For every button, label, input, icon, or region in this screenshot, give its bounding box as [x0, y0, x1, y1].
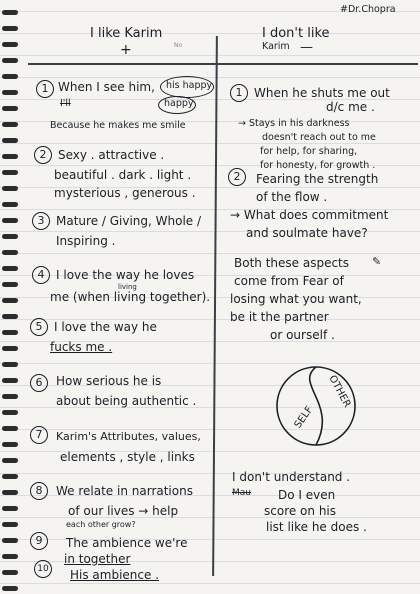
item-number: 4: [32, 266, 50, 284]
like-6-line-b: about being authentic .: [56, 394, 197, 408]
like-1-line-b: his happy: [166, 80, 213, 91]
like-2-line-b: beautiful . dark . light .: [54, 168, 192, 182]
note-line-c: losing what you want,: [230, 292, 362, 306]
note-line-e: or ourself .: [270, 328, 335, 342]
like-7-line-a: Karim's Attributes, values,: [56, 430, 201, 443]
like-8-line-a: We relate in narrations: [56, 484, 193, 498]
dislike-1-line-c: → Stays in his darkness: [238, 118, 350, 129]
column-divider: [212, 36, 217, 576]
end-line-d: list like he does .: [266, 520, 367, 534]
end-line-c: score on his: [264, 504, 337, 518]
dislike-1-line-f: for honesty, for growth .: [260, 160, 376, 171]
like-3-line-b: Inspiring .: [56, 234, 116, 248]
like-4-line-b: me (when living together).: [50, 290, 211, 304]
like-1-line-d: happy: [164, 98, 194, 109]
note-line-d: be it the partner: [230, 310, 329, 324]
note-line-a: Both these aspects: [234, 256, 350, 270]
dislike-2-line-d: and soulmate have?: [246, 226, 368, 240]
item-number: 8: [30, 482, 48, 500]
item-number: 1: [36, 80, 54, 98]
like-6-line-a: How serious he is: [56, 374, 162, 388]
scribble-mark: ✎: [372, 255, 382, 268]
left-column-title: I like Karim: [90, 26, 163, 41]
header-rule: [28, 63, 418, 65]
item-number: 3: [32, 212, 50, 230]
item-number: 2: [34, 146, 52, 164]
dislike-1-line-a: When he shuts me out: [254, 86, 390, 100]
like-5-line-b: fucks me .: [50, 340, 113, 354]
like-3-line-a: Mature / Giving, Whole /: [56, 214, 202, 228]
item-number: 6: [30, 374, 48, 392]
like-4-insert: living: [118, 283, 137, 291]
like-2-line-a: Sexy . attractive .: [58, 148, 165, 162]
page-no-label: No: [174, 42, 183, 49]
item-number: 7: [30, 426, 48, 444]
dislike-1-line-e: for help, for sharing,: [260, 146, 358, 157]
crossed-word: Mau: [232, 488, 251, 498]
like-9-line-b: in together: [64, 552, 131, 566]
dislike-2-line-c: → What does commitment: [230, 208, 389, 222]
dislike-2-line-b: of the flow .: [256, 190, 328, 204]
like-9-line-a: The ambience we're: [66, 536, 188, 550]
dislike-1-line-d: doesn't reach out to me: [262, 132, 376, 143]
right-column-subtitle: Karim: [262, 41, 290, 52]
like-5-line-a: I love the way he: [54, 320, 157, 334]
like-2-line-c: mysterious , generous .: [54, 186, 196, 200]
item-number: 5: [30, 318, 48, 336]
self-label: SELF: [292, 404, 316, 431]
right-column-title: I don't like: [262, 26, 330, 41]
hashtag: #Dr.Chopra: [340, 4, 396, 15]
minus-sign: —: [300, 40, 313, 55]
item-number: 10: [34, 560, 52, 578]
like-4-line-a: I love the way he loves: [56, 268, 195, 282]
like-7-line-b: elements , style , links: [60, 450, 195, 464]
plus-sign: +: [120, 42, 132, 58]
item-number: 2: [228, 168, 246, 186]
like-8-line-c: each other grow?: [66, 520, 136, 529]
note-line-b: come from Fear of: [234, 274, 344, 288]
end-line-a: I don't understand .: [232, 470, 351, 484]
dislike-1-line-b: d/c me .: [326, 100, 375, 114]
self-other-diagram: [274, 364, 358, 448]
like-1-line-c: I'll: [60, 98, 71, 109]
item-number: 9: [30, 532, 48, 550]
like-10-line-a: His ambience .: [70, 568, 160, 582]
item-number: 1: [230, 84, 248, 102]
like-1-line-a: When I see him,: [58, 80, 155, 94]
like-8-line-b: of our lives → help: [68, 504, 179, 518]
dislike-2-line-a: Fearing the strength: [256, 172, 379, 186]
like-1-line-e: Because he makes me smile: [50, 120, 186, 131]
other-label: OTHER: [326, 373, 353, 410]
spiral-binding: [0, 0, 22, 594]
end-line-b: Do I even: [278, 488, 336, 502]
